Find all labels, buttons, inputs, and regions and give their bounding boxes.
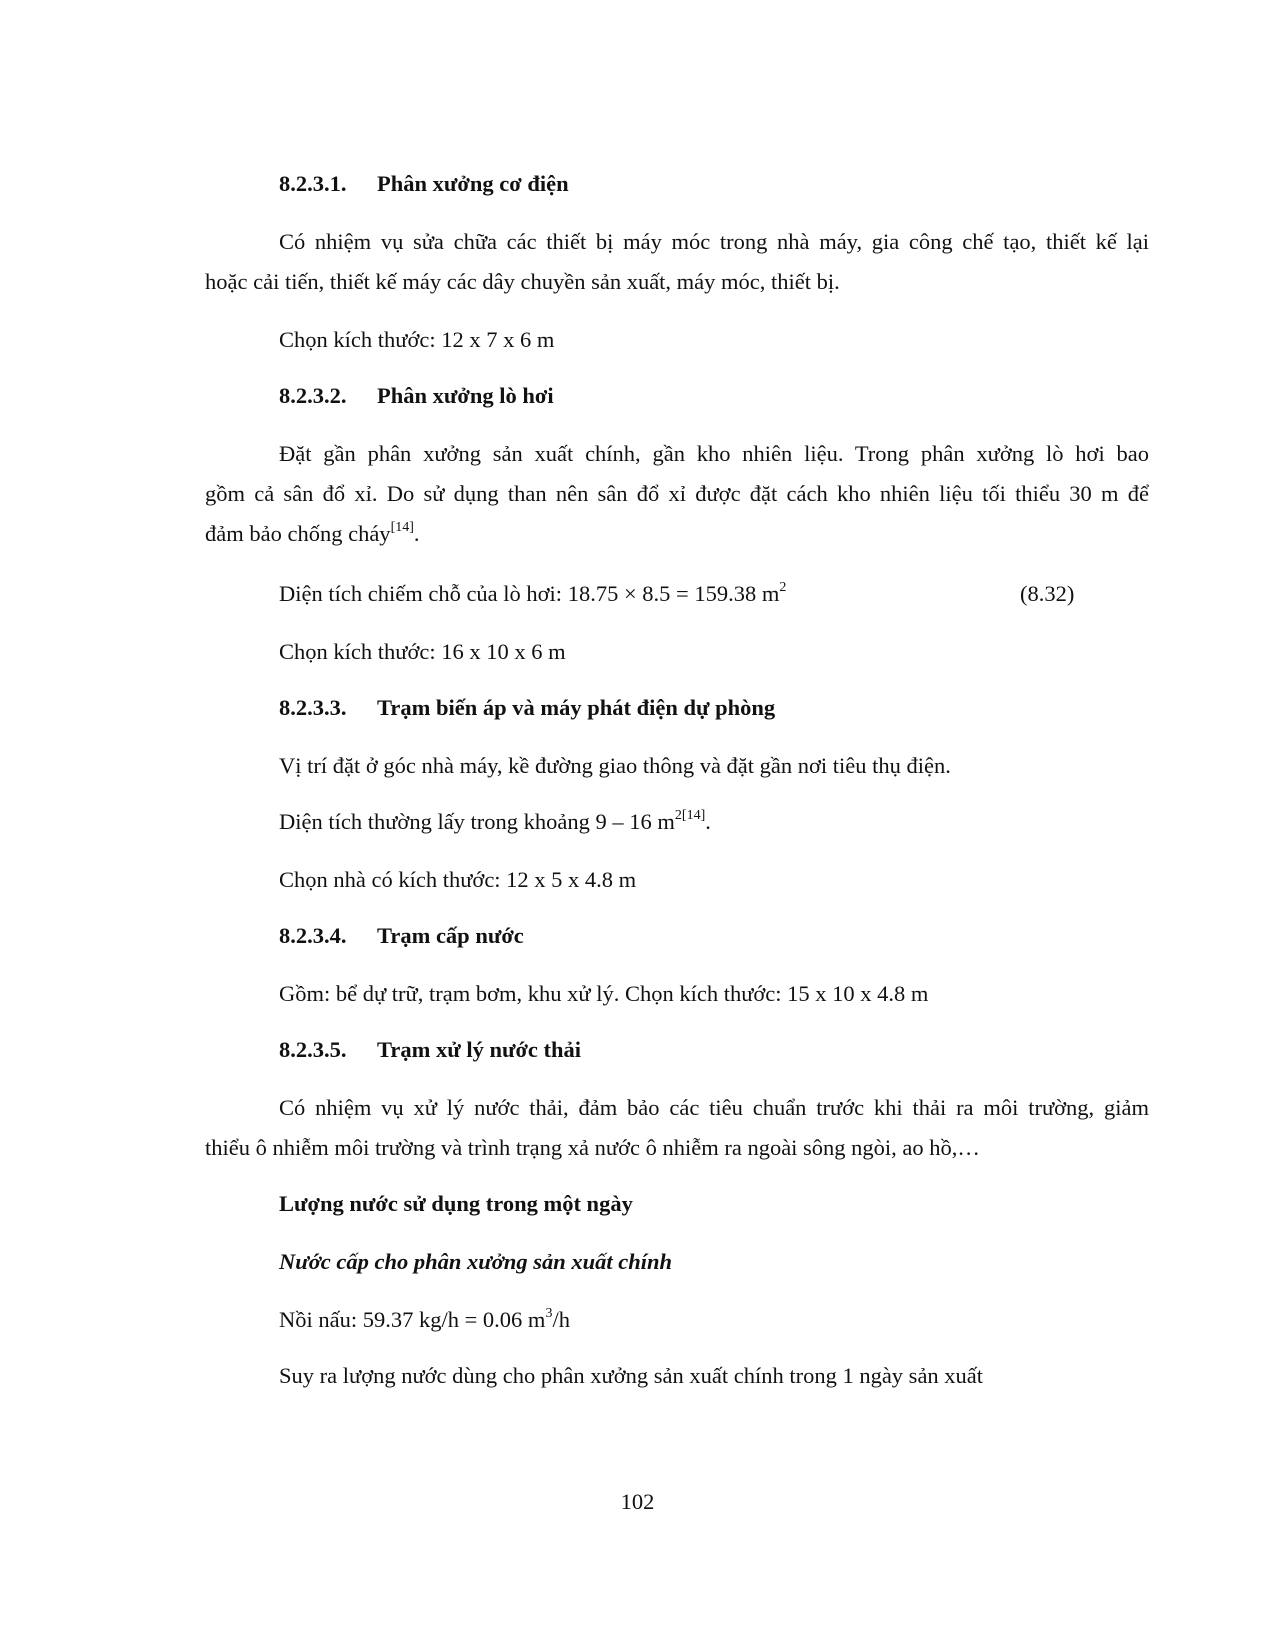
text-run: /h (552, 1307, 570, 1332)
section-number: 8.2.3.1. (279, 171, 347, 196)
section-title: Trạm xử lý nước thải (377, 1037, 582, 1062)
section-heading-8-2-3-4 (279, 922, 524, 950)
paragraph-line (279, 808, 711, 836)
section-title: Phân xưởng lò hơi (377, 383, 554, 408)
text-run: đảm bảo chống cháy (205, 521, 391, 546)
size-line: Chọn kích thước: 12 x 7 x 6 m (279, 327, 555, 352)
section-title: Trạm cấp nước (377, 923, 524, 948)
paragraph-line (205, 520, 420, 548)
section-heading-8-2-3-1 (279, 170, 569, 198)
italic-subheading: Nước cấp cho phân xưởng sản xuất chính (279, 1249, 673, 1274)
paragraph-line: Có nhiệm vụ sửa chữa các thiết bị máy móc trong nhà máy, gia công chế tạo, thiết kế lại (279, 229, 1149, 254)
paragraph-line: Vị trí đặt ở góc nhà máy, kề đường giao thông và đặt gần nơi tiêu thụ điện. (279, 753, 951, 778)
citation-ref: [14] (390, 519, 414, 535)
equation-text: Diện tích chiếm chỗ của lò hơi: 18.75 × 8.5 = 159.38 m (279, 581, 780, 606)
section-number: 8.2.3.5. (279, 1037, 347, 1062)
formula-line (279, 1306, 570, 1334)
section-number: 8.2.3.3. (279, 695, 347, 720)
superscript: 3 (545, 1305, 553, 1321)
text-run: Nồi nấu: 59.37 kg/h = 0.06 m (279, 1307, 546, 1332)
text-run: Diện tích thường lấy trong khoảng 9 – 16 m (279, 809, 675, 834)
equation-number: (8.32) (1020, 581, 1075, 606)
paragraph-line: Suy ra lượng nước dùng cho phân xưởng sản xuất chính trong 1 ngày sản xuất (279, 1363, 984, 1388)
section-number: 8.2.3.4. (279, 923, 347, 948)
paragraph-line: gồm cả sân đổ xỉ. Do sử dụng than nên sân đổ xỉ được đặt cách kho nhiên liệu tối thiểu 30 m để (205, 481, 1149, 506)
equation-line (279, 580, 786, 608)
section-heading-8-2-3-3 (279, 694, 775, 722)
subheading: Lượng nước sử dụng trong một ngày (279, 1191, 633, 1216)
size-line: Chọn kích thước: 16 x 10 x 6 m (279, 639, 566, 664)
section-heading-8-2-3-2 (279, 382, 554, 410)
paragraph-line: hoặc cải tiến, thiết kế máy các dây chuyền sản xuất, máy móc, thiết bị. (205, 269, 840, 294)
section-title: Trạm biến áp và máy phát điện dự phòng (377, 695, 776, 720)
paragraph-line: Đặt gần phân xưởng sản xuất chính, gần kho nhiên liệu. Trong phân xưởng lò hơi bao (279, 441, 1149, 466)
section-title: Phân xưởng cơ điện (377, 171, 569, 196)
paragraph-line: Gồm: bể dự trữ, trạm bơm, khu xử lý. Chọn kích thước: 15 x 10 x 4.8 m (279, 981, 929, 1006)
section-number: 8.2.3.2. (279, 383, 347, 408)
paragraph-line: Có nhiệm vụ xử lý nước thải, đảm bảo các tiêu chuẩn trước khi thải ra môi trường, giảm (279, 1095, 1149, 1120)
superscript: 2[14] (674, 807, 706, 823)
size-line: Chọn nhà có kích thước: 12 x 5 x 4.8 m (279, 867, 637, 892)
paragraph-line: thiểu ô nhiễm môi trường và trình trạng xả nước ô nhiễm ra ngoài sông ngòi, ao hồ,… (205, 1135, 980, 1160)
page-number: 102 (620, 1489, 655, 1514)
text-run: . (705, 809, 711, 834)
text-run: . (413, 521, 420, 546)
section-heading-8-2-3-5 (279, 1036, 581, 1064)
superscript: 2 (779, 579, 787, 595)
